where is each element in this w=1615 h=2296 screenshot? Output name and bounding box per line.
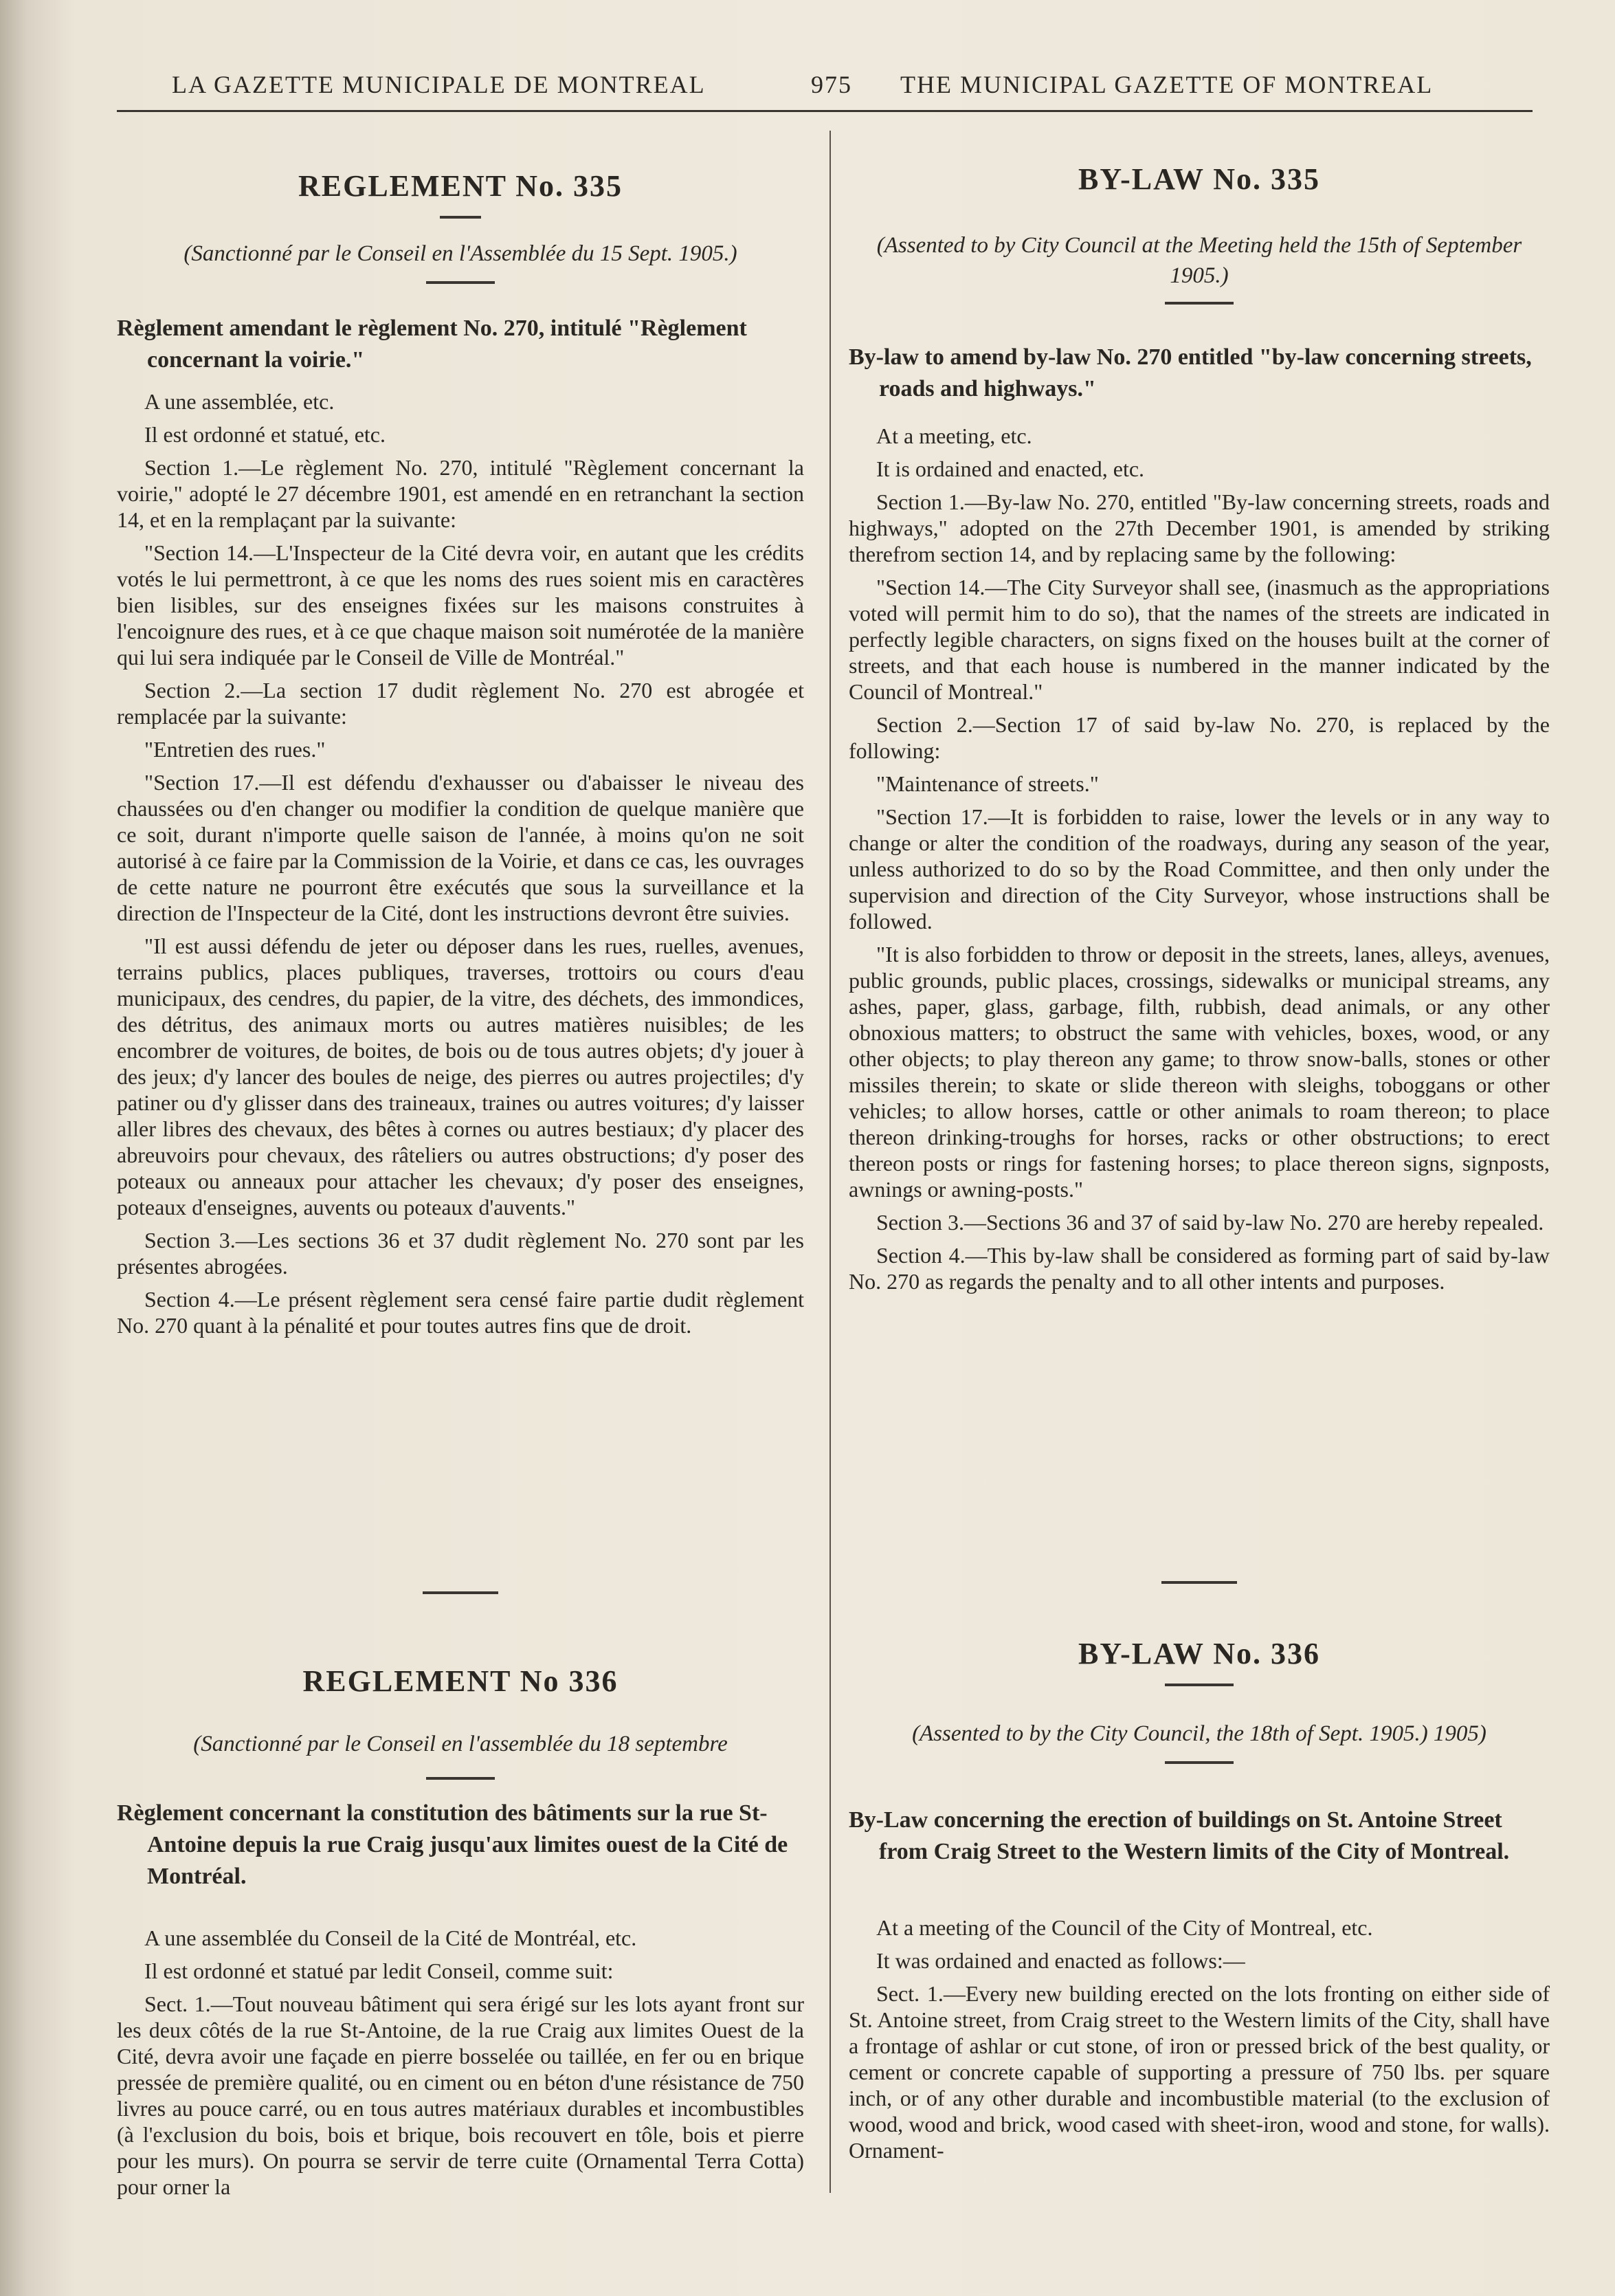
paragraph: Section 4.—Le présent règlement sera censé faire partie dudit règlement No. 270 quant à la pénalité et pour toutes autres fins que de droit. (117, 1287, 804, 1338)
subtitle-text: Règlement amendant le règlement No. 270, intitulé "Règlement concernant la voirie." (117, 316, 747, 373)
sanction-text: (Assented to by the City Council, the 18th of Sept. 1905.) 1905) (912, 1721, 1486, 1746)
paragraph: Section 2.—Section 17 of said by-law No. 270, is replaced by the following: (849, 712, 1550, 763)
page-header (117, 66, 1533, 107)
paragraph: Section 1.—By-law No. 270, entitled "By-law concerning streets, roads and highways," adopted on the 27th December 1901, is amended by striking therefrom section 14, and by replacing same by the following: (849, 489, 1550, 566)
paragraph: Il est ordonné et statué par ledit Conseil, comme suit: (144, 1958, 614, 1983)
sanction-dash (426, 1777, 495, 1780)
paragraph: Section 2.—La section 17 dudit règlement No. 270 est abrogée et remplacée par la suivante: (117, 678, 804, 729)
paragraph: "Maintenance of streets." (876, 771, 1099, 796)
paragraph: It is ordained and enacted, etc. (876, 456, 1145, 481)
paragraph: "Entretien des rues." (144, 737, 326, 762)
paragraph: "Il est aussi défendu de jeter ou déposer dans les rues, ruelles, avenues, terrains publics, places publiques, traverses, trottoirs ou cours d'eau municipaux, des cendres, du papier, de la vitre, des déchets, des immondices, des détritus, des animaux morts ou autres matières nuisibles; de les encombrer de voitures, de boites, de bois ou de tous autres objets; d'y jouer à des jeux; d'y lancer des boules de neige, des pierres ou autres projectiles; d'y patiner ou d'y glisser dans des traineaux, traines ou autres voitures; d'y laisser aller libres des chevaux, des bêtes à cornes ou autres bestiaux; d'y placer des abreuvoirs pour chevaux, des râteliers ou autres obstructions; d'y poser des poteaux ou anneaux pour attacher les chevaux; d'y poser des enseignes, poteaux d'enseignes, auvents ou poteaux d'auvents." (117, 934, 804, 1219)
paragraph: Sect. 1.—Tout nouveau bâtiment qui sera érigé sur les lots ayant front sur les deux côtés de la rue St-Antoine, de la rue Craig aux limites Ouest de la Cité, devra avoir une façade en pierre bosselée ou taillée, en fer ou en brique pressée de première qualité, ou en ciment ou en béton d'une résistance de 750 livres au pouce carré, ou en tous autres matériaux durables et incombustibles (à l'exclusion du bois, bois et brique, bois recouvert en tôle, bois et pierre pour les murs). On pourra se servir de terre cuite (Ornamental Terra Cotta) pour orner la (117, 1991, 804, 2199)
paragraph: At a meeting of the Council of the City of Montreal, etc. (876, 1915, 1373, 1940)
paragraph: At a meeting, etc. (876, 423, 1032, 448)
paragraph: Il est ordonné et statué, etc. (144, 422, 386, 447)
sanction-dash (1165, 1761, 1234, 1764)
bylaw-335-title: BY-LAW No. 335 (1078, 162, 1320, 196)
reglement-335-body (117, 388, 804, 1345)
bylaw-335-title-block (849, 162, 1550, 197)
bylaw-336-title-block (849, 1636, 1550, 1686)
header-rule (117, 110, 1533, 112)
paragraph: "Section 14.—The City Surveyor shall see, (inasmuch as the appropriations voted will permit him to do so), that the names of the streets are indicated in perfectly legible characters, on signs fixed on the houses built at the corner of streets, and that each house is numbered in the manner indicated by the Council of Montreal." (849, 575, 1550, 704)
paragraph: Section 4.—This by-law shall be considered as forming part of said by-law No. 270 as regards the penalty and to all other intents and purposes. (849, 1243, 1550, 1294)
reglement-335-title: REGLEMENT No. 335 (298, 169, 623, 203)
paragraph: Sect. 1.—Every new building erected on the lots fronting on either side of St. Antoine street, from Craig street to the Western limits of the City, shall have a frontage of ashlar or cut stone, of iron or pressed brick of the best quality, or cement or concrete capable of supporting a pressure of 750 lbs. per square inch, or of any other durable and incombustible material (to the exclusion of wood, wood and brick, wood cased with sheet-iron, wood and stone, for walls). Ornament- (849, 1981, 1550, 2163)
separator-rule (423, 1591, 498, 1594)
bylaw-336-sanction (849, 1719, 1550, 1764)
paragraph: "Section 17.—Il est défendu d'exhausser ou d'abaisser le niveau des chaussées ou d'en changer ou modifier la condition de quelque manière que ce soit, durant n'importe quelle saison de l'année, à moins qu'on ne soit autorisé à ce faire par la Commission de la Voirie, et dans ce cas, les ouvrages de cette nature ne pourront être exécutés que sous la surveillance et la direction de l'Inspecteur de la Cité, dont les instructions devront être suivies. (117, 770, 804, 925)
subtitle-text: By-law to amend by-law No. 270 entitled "by-law concerning streets, roads and highways." (849, 344, 1532, 401)
sanction-text: (Assented to by City Council at the Meeting held the 15th of September 1905.) (876, 233, 1522, 288)
separator-rule (1161, 1581, 1237, 1584)
paragraph: Section 3.—Les sections 36 et 37 dudit règlement No. 270 sont par les présentes abrogées. (117, 1228, 804, 1279)
sanction-text: (Sanctionné par le Conseil en l'Assemblée du 15 Sept. 1905.) (183, 241, 737, 266)
page-number: 975 (811, 71, 852, 98)
reglement-336-sanction (117, 1729, 804, 1780)
paragraph: It was ordained and enacted as follows:— (876, 1948, 1245, 1973)
sanction-text: (Sanctionné par le Conseil en l'assemblée du 18 septembre (193, 1732, 728, 1756)
paragraph: A une assemblée du Conseil de la Cité de Montréal, etc. (144, 1925, 637, 1950)
paragraph: Section 3.—Sections 36 and 37 of said by-law No. 270 are hereby repealed. (876, 1210, 1544, 1235)
subtitle-text: Règlement concernant la constitution des bâtiments sur la rue St-Antoine depuis la rue Craig jusqu'aux limites ouest de la Cité de Montréal. (117, 1800, 788, 1889)
bylaw-335-subtitle (849, 342, 1550, 405)
bylaw-336-subtitle (849, 1804, 1550, 1868)
column-divider (829, 131, 831, 2193)
section-separator (117, 1591, 804, 1594)
bylaw-335-body (849, 423, 1550, 1301)
reglement-335-title-block (117, 168, 804, 219)
reglement-336-subtitle (117, 1798, 804, 1892)
sanction-dash (426, 281, 495, 284)
reglement-335-subtitle (117, 313, 804, 376)
title-dash (1165, 1684, 1234, 1686)
paragraph: Section 1.—Le règlement No. 270, intitulé "Règlement concernant la voirie," adopté le 27 décembre 1901, est amendé en en retranchant la section 14, et en la remplaçant par la suivante: (117, 455, 804, 532)
reglement-336-title: REGLEMENT No 336 (302, 1664, 619, 1698)
paragraph: "It is also forbidden to throw or deposit in the streets, lanes, alleys, avenues, public grounds, public places, crossings, sidewalks or municipal streams, any ashes, paper, glass, garbage, filth, rubbish, dead animals, or any other obnoxious matters; to obstruct the same with vehicles, boxes, wood, or any other objects; to play thereon any game; to throw snow-balls, stones or other missiles therein; to skate or slide thereon with sleighs, toboggans or other vehicles; to allow horses, cattle or other animals to roam thereon; to place thereon drinking-troughs for horses, racks or other obstructions; to erect thereon posts or rings for fastening horses; to place thereon signs, signposts, awnings or awning-posts." (849, 942, 1550, 1202)
paragraph: "Section 17.—It is forbidden to raise, lower the levels or in any way to change or alter the condition of the roadways, during any season of the year, unless authorized to do so by the Road Committee, and then only under the supervision and direction of the City Surveyor, whose instructions shall be followed. (849, 804, 1550, 934)
paragraph: "Section 14.—L'Inspecteur de la Cité devra voir, en autant que les crédits votés le lui permettront, à ce que les noms des rues soient mis en caractères bien lisibles, sur des enseignes fixées sur les maisons construites à l'encoignure des rues, et à ce que chaque maison soit numérotée de la manière qui lui sera indiquée par le Conseil de Ville de Montréal." (117, 540, 804, 670)
bylaw-336-body (849, 1914, 1550, 2170)
paragraph: A une assemblée, etc. (144, 389, 335, 414)
header-left-title: LA GAZETTE MUNICIPALE DE MONTREAL (172, 71, 706, 98)
header-right-title: THE MUNICIPAL GAZETTE OF MONTREAL (900, 71, 1434, 98)
reglement-336-body (117, 1925, 804, 2207)
subtitle-text: By-Law concerning the erection of buildings on St. Antoine Street from Craig Street to the Western limits of the City of Montreal. (849, 1807, 1510, 1864)
title-dash (440, 216, 481, 219)
bylaw-335-sanction (849, 230, 1550, 305)
reglement-335-sanction (117, 239, 804, 284)
reglement-336-title-block (117, 1664, 804, 1699)
section-separator (849, 1581, 1550, 1584)
sanction-dash (1165, 302, 1234, 305)
bylaw-336-title: BY-LAW No. 336 (1078, 1637, 1320, 1670)
